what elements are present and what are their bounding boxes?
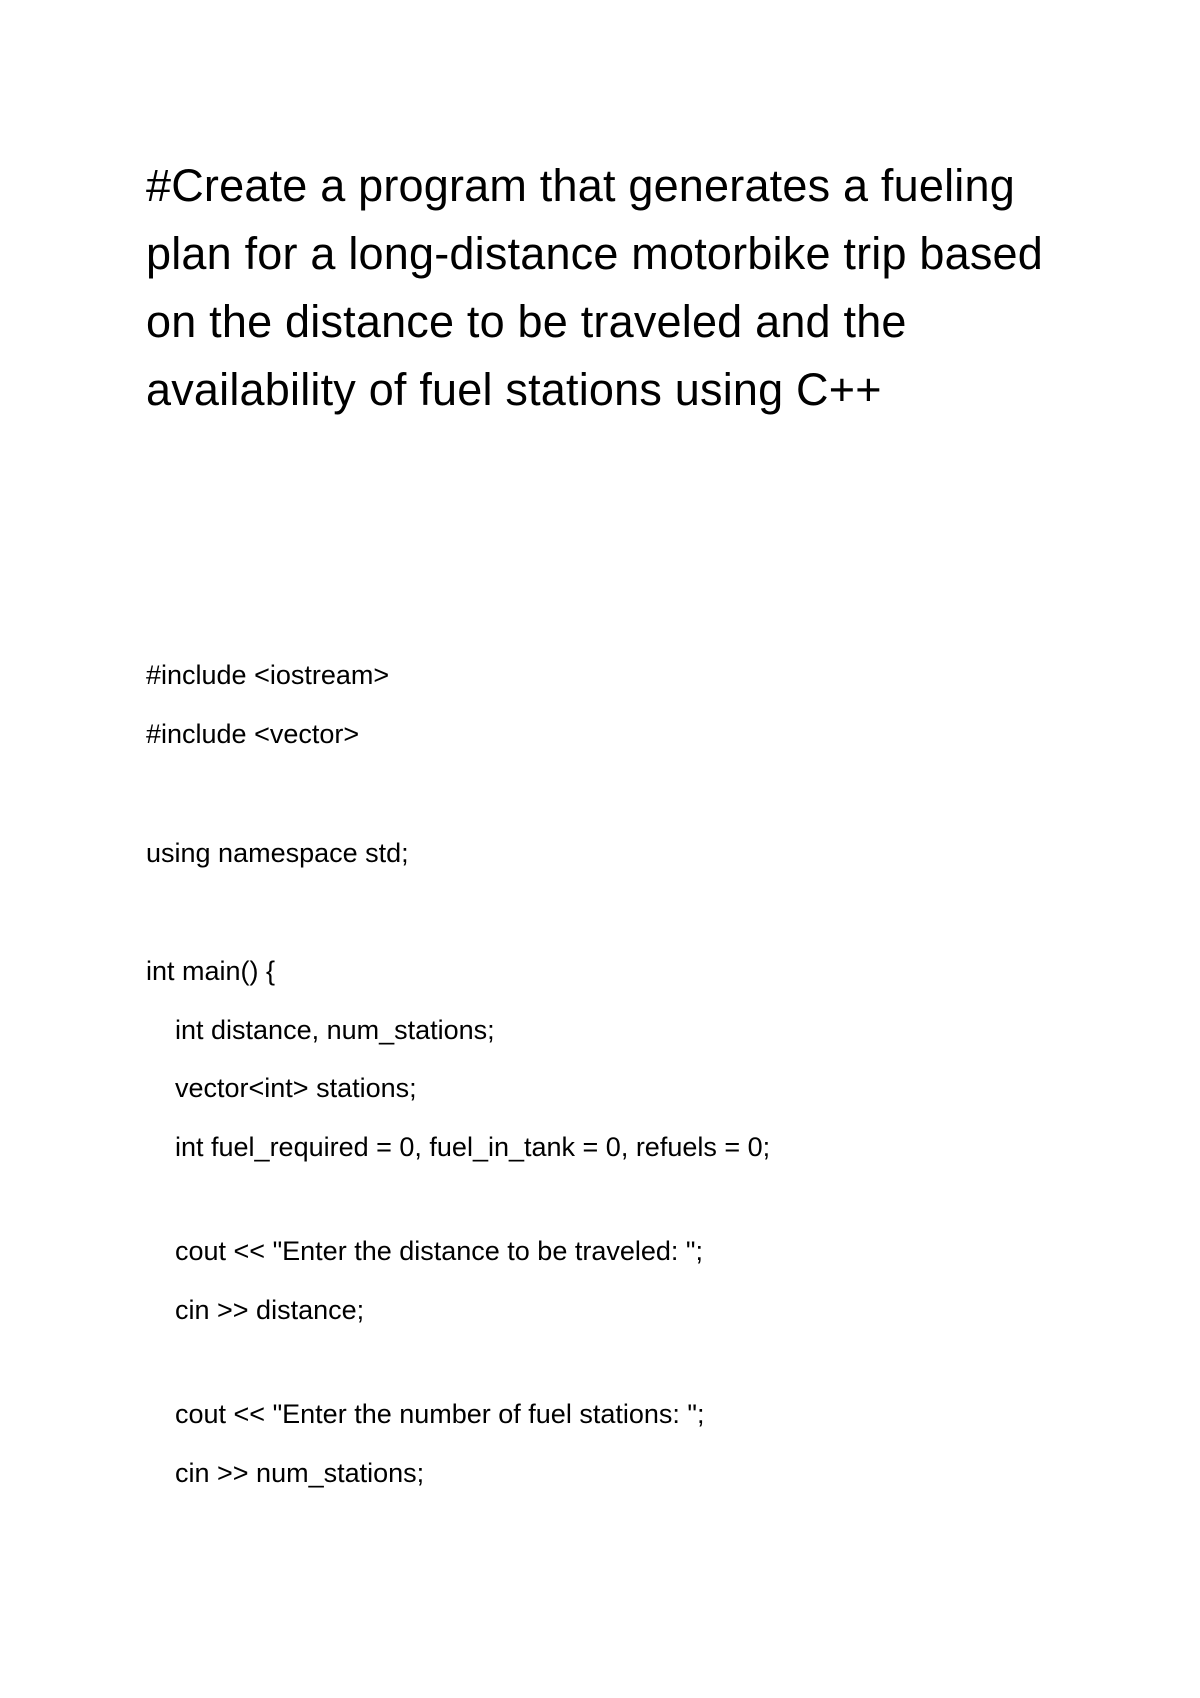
document-title: #Create a program that generates a fueling plan for a long-distance motorbike trip based on the distance to be traveled and the availability of fuel stations using C++ xyxy=(146,160,1044,415)
code-line-distance-input: cin >> distance; xyxy=(175,1295,365,1325)
code-line-main-declaration: int main() { xyxy=(146,956,276,986)
code-line-stations-input: cin >> num_stations; xyxy=(175,1458,425,1488)
code-line-using-namespace: using namespace std; xyxy=(146,838,409,868)
code-line-include-iostream: #include <iostream> xyxy=(146,660,390,690)
code-line-stations-vector: vector<int> stations; xyxy=(175,1073,417,1103)
code-line-distance-prompt: cout << "Enter the distance to be traveled: "; xyxy=(175,1236,703,1266)
code-line-distance-declaration: int distance, num_stations; xyxy=(175,1015,495,1045)
code-line-include-vector: #include <vector> xyxy=(146,719,360,749)
code-line-fuel-variables: int fuel_required = 0, fuel_in_tank = 0, refuels = 0; xyxy=(175,1132,771,1162)
code-line-stations-prompt: cout << "Enter the number of fuel stations: "; xyxy=(175,1399,705,1429)
